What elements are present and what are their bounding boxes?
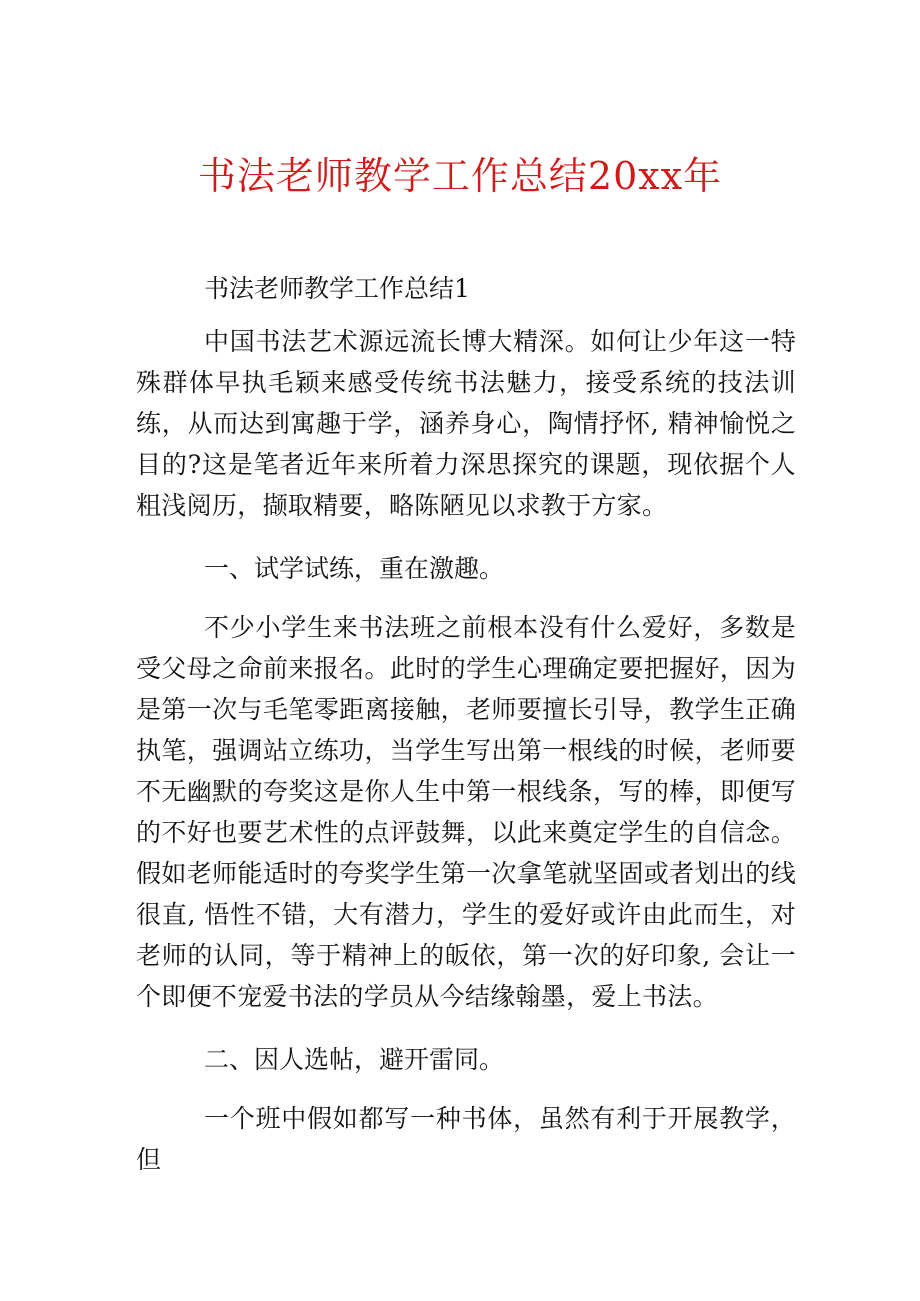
section-2-paragraph: 一个班中假如都写一种书体，虽然有利于开展教学，但	[136, 1104, 796, 1174]
intro-paragraph: 中国书法艺术源远流长博大精深。如何让少年这一特殊群体早执毛颖来感受传统书法魅力，接受系统的技法训练，从而达到寓趣于学，涵养身心，陶情抒怀, 精神愉悦之目的?这是笔者近年来所着力深思探究的课题，现依据个人粗浅阅历，撷取精要，略陈陋见以求教于方家。	[136, 327, 796, 520]
section-1-heading: 一、试学试练，重在激趣。	[204, 554, 505, 583]
section-2-heading: 二、因人选帖，避开雷同。	[204, 1045, 505, 1074]
document-title: 书法老师教学工作总结20xx年	[197, 154, 723, 198]
document-body	[136, 268, 796, 1202]
section-1-paragraph: 不少小学生来书法班之前根本没有什么爱好，多数是受父母之命前来报名。此时的学生心理确定要把握好，因为是第一次与毛笔零距离接触，老师要擅长引导，教学生正确执笔，强调站立练功，当学生写出第一根线的时候，老师要不无幽默的夸奖这是你人生中第一根线条，写的棒，即便写的不好也要艺术性的点评鼓舞，以此来奠定学生的自信念。假如老师能适时的夸奖学生第一次拿笔就坚固或者划出的线很直, 悟性不错，大有潜力，学生的爱好或许由此而生，对老师的认同，等于精神上的皈依，第一次的好印象, 会让一个即便不宠爱书法的学员从今结缘翰墨，爱上书法。	[136, 613, 796, 1011]
section-subtitle: 书法老师教学工作总结1	[204, 274, 470, 303]
